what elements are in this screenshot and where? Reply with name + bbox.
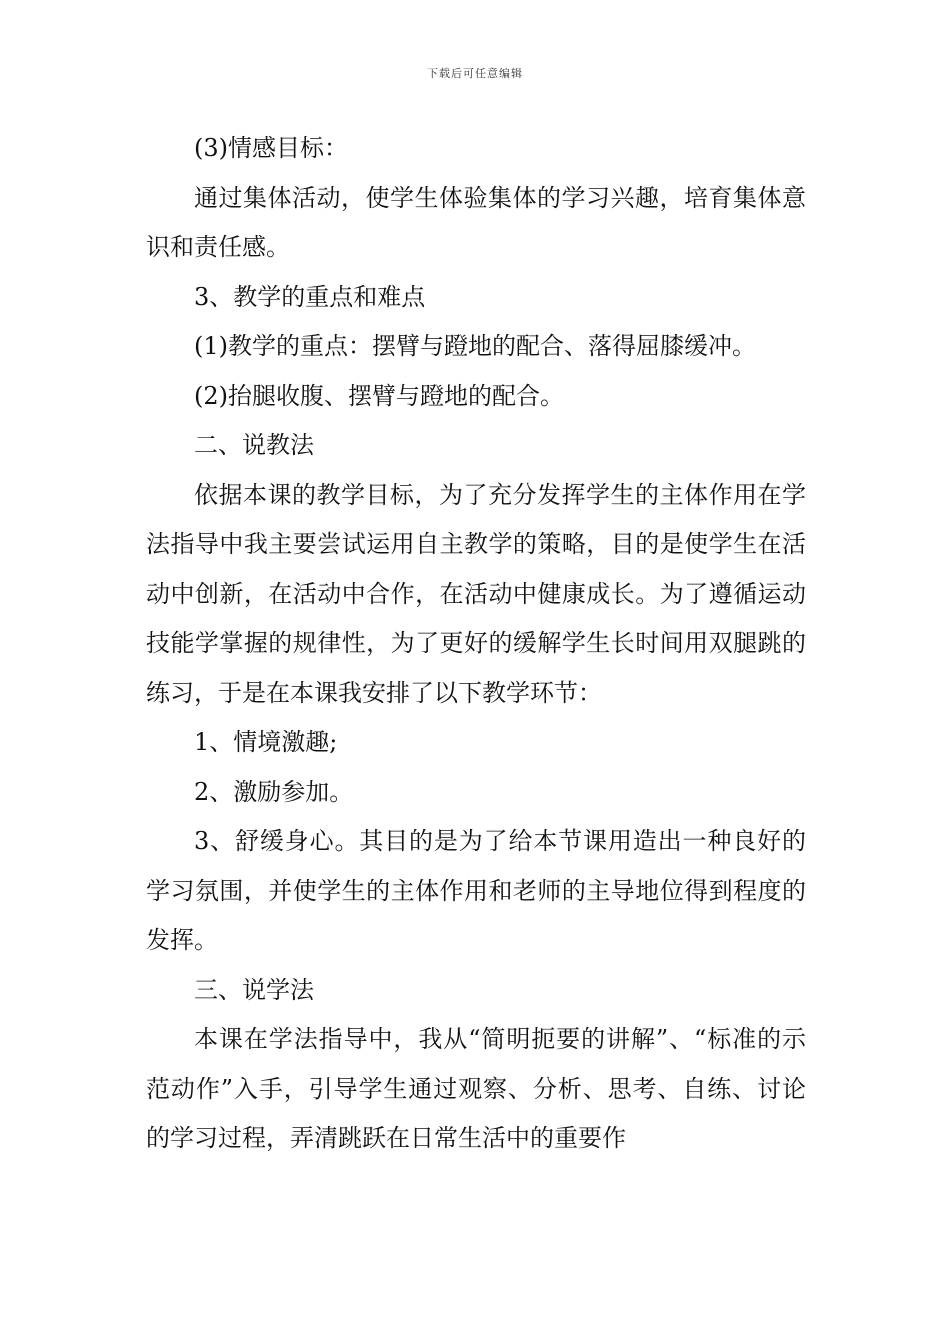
document-body [146,124,806,1164]
list-item-step-2: 2、激励参加。 [194,777,354,806]
paragraph-teaching-method: 依据本课的教学目标，为了充分发挥学生的主体作用在学法指导中我主要尝试运用自主教学的策略，目的是使学生在活动中创新，在活动中合作，在活动中健康成长。为了遵循运动技能学掌握的规律性，为了更好的缓解学生长时间用双腿跳的练习，于是在本课我安排了以下教学环节： [146,480,806,707]
list-item-step-1: 1、情境激趣; [194,728,338,756]
paragraph-key-points-heading: 3、教学的重点和难点 [194,282,426,311]
section-heading-learning-method: 三、说学法 [194,975,314,1004]
section-heading-teaching-method: 二、说教法 [194,431,314,459]
paragraph-learning-method: 本课在学法指导中，我从“简明扼要的讲解”、“标准的示范动作”入手，引导学生通过观察、分析、思考、自练、讨论的学习过程，弄清跳跃在日常生活中的重要作 [146,1025,806,1152]
paragraph-key-point-1: (1)教学的重点：摆臂与蹬地的配合、落得屈膝缓冲。 [194,332,756,360]
paragraph-key-point-2: (2)抬腿收腹、摆臂与蹬地的配合。 [194,381,564,410]
paragraph-emotion-goal: 通过集体活动，使学生体验集体的学习兴趣，培育集体意识和责任感。 [146,183,806,261]
page-header: 下载后可任意编辑 [427,67,523,80]
list-item-step-3: 3、舒缓身心。其目的是为了给本节课用造出一种良好的学习氛围，并使学生的主体作用和老师的主导地位得到程度的发挥。 [146,827,806,954]
paragraph-emotion-goal-heading: (3)情感目标： [194,134,348,162]
